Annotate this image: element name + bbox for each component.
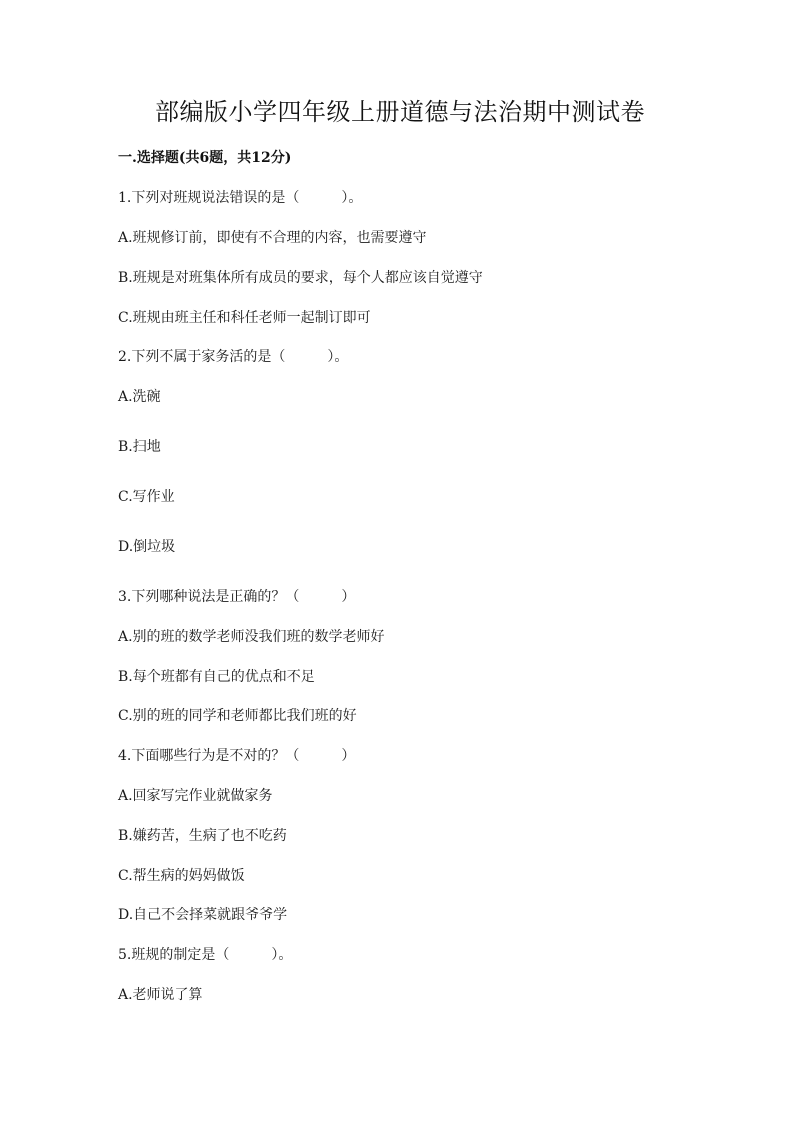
question-stem-3: 3.下列哪种说法是正确的？（ ） (118, 589, 356, 605)
option-2b: B.扫地 (118, 439, 161, 455)
page-title: 部编版小学四年级上册道德与法治期中测试卷 (155, 98, 645, 126)
option-5a: A.老师说了算 (118, 987, 203, 1003)
option-4a: A.回家写完作业就做家务 (118, 788, 273, 804)
option-3b: B.每个班都有自己的优点和不足 (118, 669, 315, 685)
question-stem-1: 1.下列对班规说法错误的是（ ）。 (118, 190, 363, 206)
option-4b: B.嫌药苦，生病了也不吃药 (118, 828, 287, 844)
section-heading: 一.选择题(共6题，共12分) (118, 150, 292, 166)
option-4c: C.帮生病的妈妈做饭 (118, 868, 245, 884)
question-stem-4: 4.下面哪些行为是不对的？（ ） (118, 748, 356, 764)
option-3a: A.别的班的数学老师没我们班的数学老师好 (118, 629, 385, 645)
question-stem-5: 5.班规的制定是（ ）。 (118, 947, 293, 963)
option-2d: D.倒垃圾 (118, 539, 176, 555)
option-2c: C.写作业 (118, 489, 175, 505)
option-3c: C.别的班的同学和老师都比我们班的好 (118, 708, 357, 724)
option-1b: B.班规是对班集体所有成员的要求，每个人都应该自觉遵守 (118, 270, 483, 286)
question-stem-2: 2.下列不属于家务活的是（ ）。 (118, 349, 349, 365)
option-4d: D.自己不会择菜就跟爷爷学 (118, 907, 288, 923)
option-2a: A.洗碗 (118, 389, 161, 405)
option-1c: C.班规由班主任和科任老师一起制订即可 (118, 310, 371, 326)
option-1a: A.班规修订前，即使有不合理的内容，也需要遵守 (118, 230, 427, 246)
